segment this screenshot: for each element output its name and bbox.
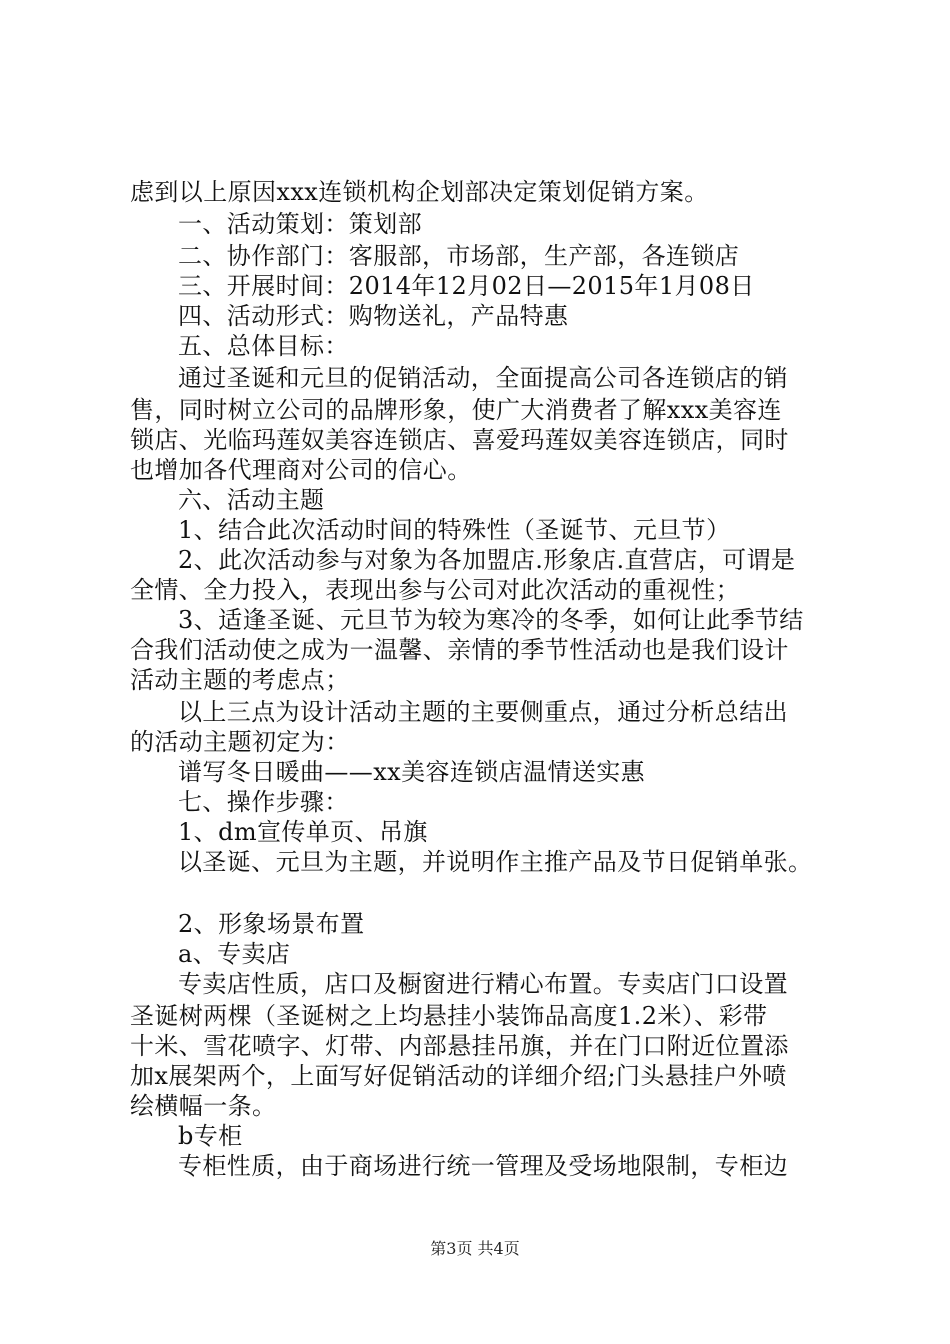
text-line: 1、dm宣传单页、吊旗	[178, 818, 428, 846]
text-line: 以上三点为设计活动主题的主要侧重点，通过分析总结出	[178, 698, 788, 726]
text-line: 售，同时树立公司的品牌形象，使广大消费者了解xxx美容连	[130, 396, 782, 424]
text-line: 的活动主题初定为：	[130, 728, 350, 756]
text-line: 活动主题的考虑点；	[130, 666, 350, 694]
text-line: 以圣诞、元旦为主题，并说明作主推产品及节日促销单张。	[178, 848, 813, 876]
text-line: 专柜性质，由于商场进行统一管理及受场地限制，专柜边	[178, 1152, 788, 1180]
text-line: 也增加各代理商对公司的信心。	[130, 456, 472, 484]
text-line: 专卖店性质，店口及橱窗进行精心布置。专卖店门口设置	[178, 970, 788, 998]
text-line: 2、形象场景布置	[178, 910, 365, 938]
text-line: 合我们活动使之成为一温馨、亲情的季节性活动也是我们设计	[130, 636, 789, 664]
text-line: 锁店、光临玛莲奴美容连锁店、喜爱玛莲奴美容连锁店，同时	[130, 426, 789, 454]
text-line: 谱写冬日暖曲——xx美容连锁店温情送实惠	[178, 758, 646, 786]
text-line: 三、开展时间：2014年12月02日—2015年1月08日	[178, 272, 755, 300]
text-line: 七、操作步骤：	[178, 788, 349, 816]
text-line: 通过圣诞和元旦的促销活动，全面提高公司各连锁店的销	[178, 364, 788, 392]
text-line: 十米、雪花喷字、灯带、内部悬挂吊旗，并在门口附近位置添	[130, 1032, 789, 1060]
text-line: 一、活动策划：策划部	[178, 210, 422, 238]
text-line: 虑到以上原因xxx连锁机构企划部决定策划促销方案。	[130, 178, 709, 206]
text-line: 加x展架两个，上面写好促销活动的详细介绍;门头悬挂户外喷	[130, 1062, 787, 1090]
text-line: 1、结合此次活动时间的特殊性（圣诞节、元旦节）	[178, 516, 731, 544]
text-line: 圣诞树两棵（圣诞树之上均悬挂小装饰品高度1.2米）、彩带	[130, 1002, 768, 1030]
text-line: 二、协作部门：客服部，市场部，生产部，各连锁店	[178, 242, 740, 270]
text-line: b专柜	[178, 1122, 243, 1150]
text-line: 3、适逢圣诞、元旦节为较为寒冷的冬季，如何让此季节结	[178, 606, 804, 634]
text-line: 五、总体目标：	[178, 332, 349, 360]
text-line: 绘横幅一条。	[130, 1092, 277, 1120]
text-line: 全情、全力投入，表现出参与公司对此次活动的重视性；	[130, 576, 740, 604]
text-line: 四、活动形式：购物送礼，产品特惠	[178, 302, 569, 330]
text-line: 2、此次活动参与对象为各加盟店.形象店.直营店，可谓是	[178, 546, 796, 574]
page-number-label: 第3页 共4页	[430, 1239, 520, 1258]
page-footer	[0, 1238, 950, 1260]
text-line: a、专卖店	[178, 940, 291, 968]
text-line: 六、活动主题	[178, 486, 325, 514]
